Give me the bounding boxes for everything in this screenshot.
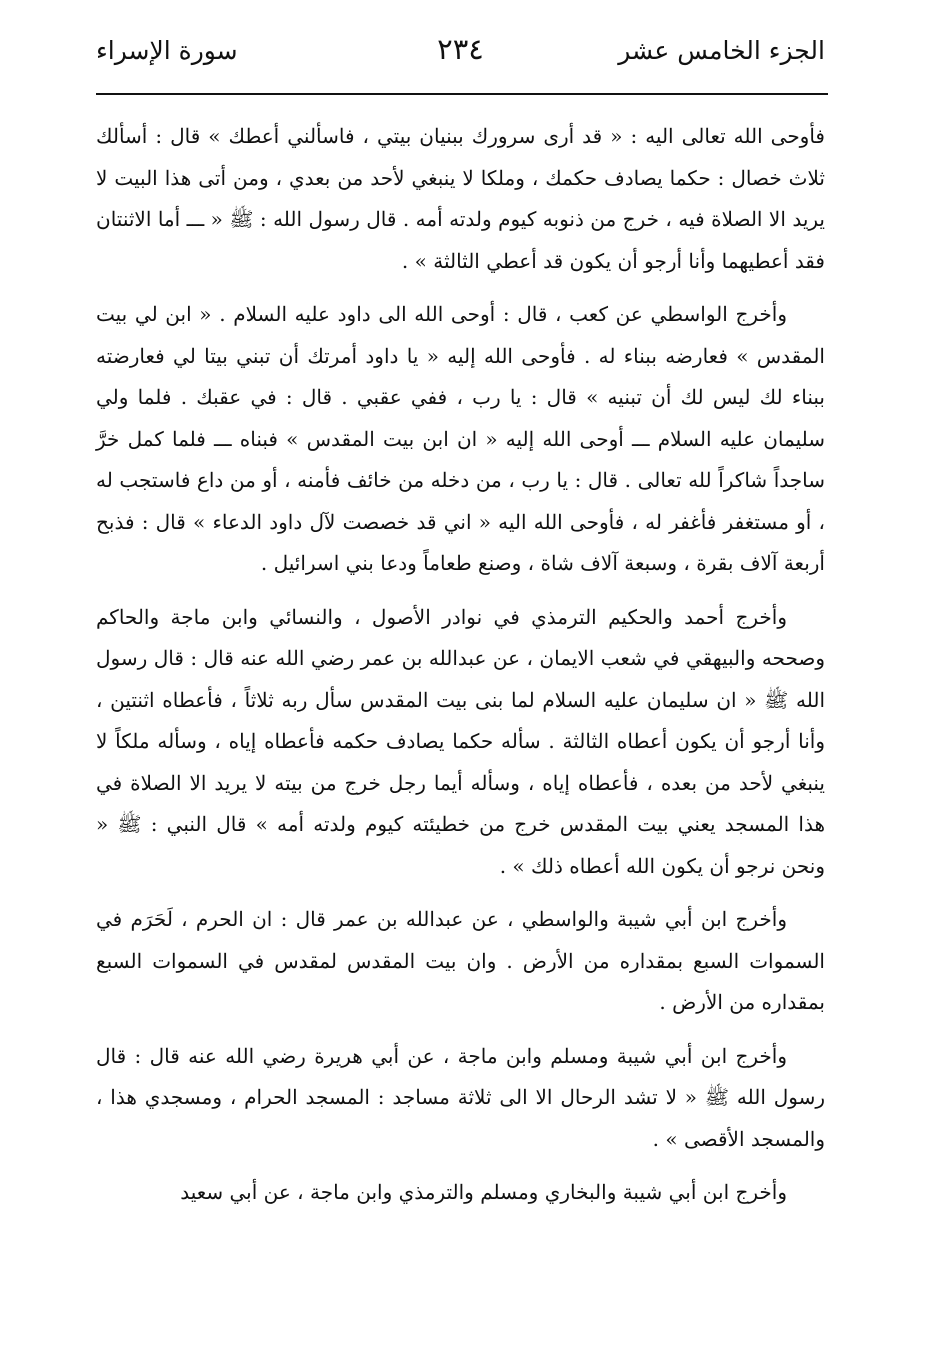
paragraph-3: وأخرج أحمد والحكيم الترمذي في نوادر الأصول ، والنسائي وابن ماجة والحاكم وصححه والبيهقي في شعب الايمان ، عن عبدالله بن عمر رضي الله عنه قال : قال رسول الله ﷺ « ان سليمان عليه السلام لما بنى بيت المقدس سأل ربه ثلاثاً ، فأعطاه اثنتين ، وأنا أرجو أن يكون أعطاه الثالثة . سأله حكما يصادف حكمه فأعطاه إياه ، وسأله ملكاً لا ينبغي لأحد من بعده ، فأعطاه إياه ، وسأله أيما رجل خرج من بيته لا يريد الا الصلاة في هذا المسجد يعني بيت المقدس خرج من خطيئته كيوم ولدته أمه » قال النبي : ﷺ « ونحن نرجو أن يكون الله أعطاه ذلك » . [96,604,825,878]
paragraph-6: وأخرج ابن أبي شيبة والبخاري ومسلم والترمذي وابن ماجة ، عن أبي سعيد [180,1180,787,1204]
paragraph-4: وأخرج ابن أبي شيبة والواسطي ، عن عبدالله بن عمر قال : ان الحرم ، لَحَرَم في السموات السبع بمقداره من الأرض . وان بيت المقدس لمقدس في السموات السبع بمقداره من الأرض . [96,907,825,1014]
paragraph-1: فأوحى الله تعالى اليه : « قد أرى سرورك ببنيان بيتي ، فاسألني أعطك » قال : أسألك ثلاث خصال : حكما يصادف حكمك ، وملكا لا ينبغي لأحد من بعدي ، ومن أتى هذا البيت لا يريد الا الصلاة فيه ، خرج من ذنوبه كيوم ولدته أمه . قال رسول الله : ﷺ « ـــ أما الاثنتان فقد أعطيهما وأنا أرجو أن يكون قد أعطي الثالثة » . [96,124,825,273]
juz-title: الجزء الخامس عشر [618,36,825,65]
page-body [96,116,825,1226]
page-header [96,30,825,80]
paragraph-2: وأخرج الواسطي عن كعب ، قال : أوحى الله الى داود عليه السلام . « ابن لي بيت المقدس » فعارضه ببناء له . فأوحى الله إليه « يا داود أمرتك أن تبني بيتا لي فعارضته ببناء لك ليس لك أن تبنيه » قال : يا رب ، ففي عقبي . قال : في عقبك . فلما ولي سليمان عليه السلام ـــ أوحى الله إليه « ان ابن بيت المقدس » فبناه ـــ فلما كمل خرَّ ساجداً شاكراً لله تعالى . قال : يا رب ، من دخله من خائف فأمنه ، أو من داع فاستجب له ، أو مستغفر فأغفر له ، فأوحى الله اليه « اني قد خصصت لآل داود الدعاء » قال : فذبح أربعة آلاف بقرة ، وسبعة آلاف شاة ، وصنع طعاماً ودعا بني اسرائيل . [96,302,825,575]
surah-title: سورة الإسراء [96,36,238,65]
header-divider [96,93,828,95]
page-number: ٢٣٤ [437,32,484,66]
paragraph-5: وأخرج ابن أبي شيبة ومسلم وابن ماجة ، عن أبي هريرة رضي الله عنه قال : قال رسول الله ﷺ « لا تشد الرحال الا الى ثلاثة مساجد : المسجد الحرام ، ومسجدي هذا ، والمسجد الأقصى » . [96,1043,825,1151]
